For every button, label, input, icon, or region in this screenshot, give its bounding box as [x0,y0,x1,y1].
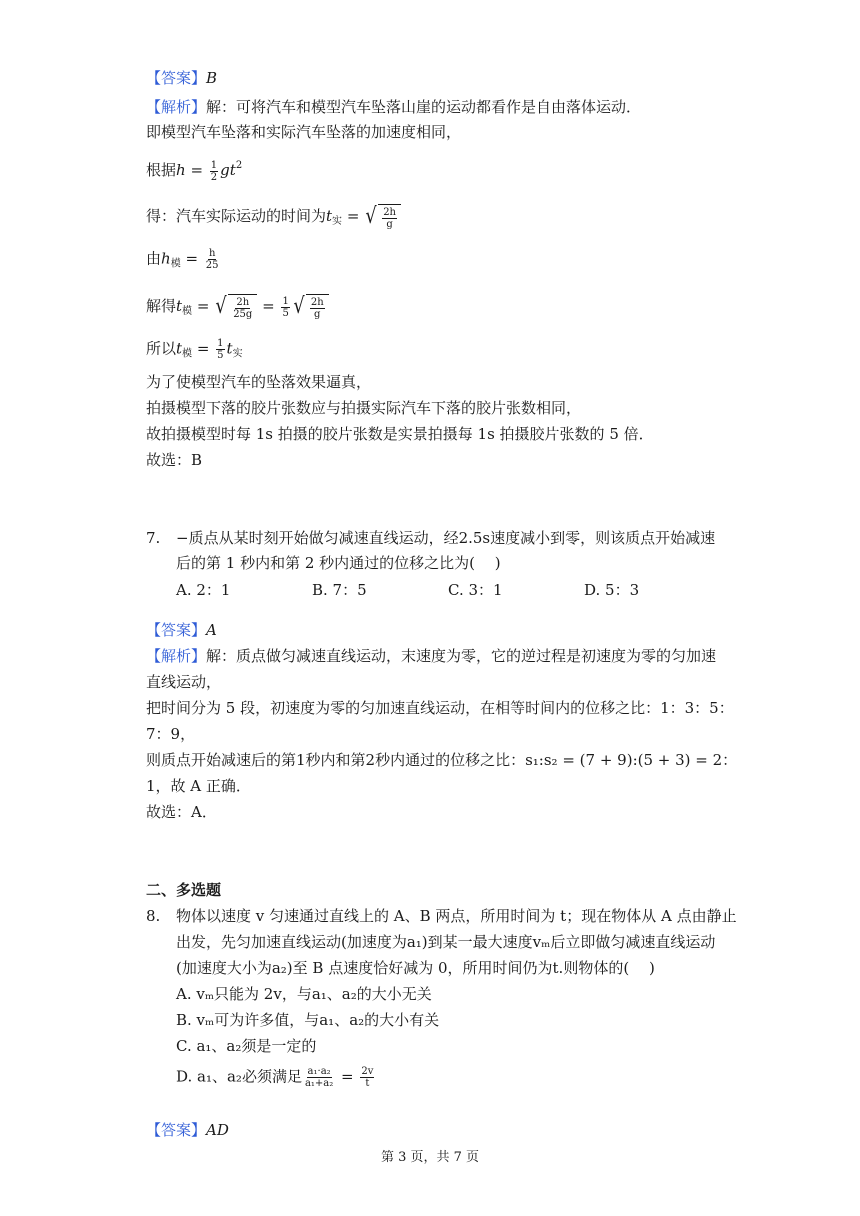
q7-option-b: B. 7：5 [312,581,367,599]
q6-formula-hmodel: 由$h_模$ = $\frac{h}{25}$ [146,248,219,271]
q7-option-c: C. 3：1 [448,581,503,599]
q7-analysis-4: 7：9， [146,725,196,743]
q6-line11: 故选：B [146,451,203,469]
q8-answer: AD [206,1121,229,1139]
q8-option-b: B. vₘ可为许多值，与a₁、a₂的大小有关 [176,1011,440,1029]
q7-analysis-7: 故选：A． [146,803,217,821]
q8-answer-line: 【答案】AD [146,1121,229,1139]
q8-option-c: C. a₁、a₂须是一定的 [176,1037,317,1055]
q6-formula-treal: 得：汽车实际运动的时间为$t_实$ = √ $\frac{2h}{g}$ [146,204,401,232]
q6-line8: 为了使模型汽车的坠落效果逼真， [146,373,372,391]
q7-answer-line: 【答案】A [146,621,217,639]
q7-analysis-6: 1，故 A 正确． [146,777,251,795]
q7-option-a: A. 2：1 [176,581,231,599]
answer-tag: 【答案】 [146,69,207,87]
q7-option-d: D. 5：3 [584,581,640,599]
q6-line2: 即模型汽车坠落和实际汽车坠落的加速度相同， [146,123,462,141]
page-footer: 第 3 页，共 7 页 [380,1150,480,1165]
q7-analysis-5: 则质点开始减速后的第1秒内和第2秒内通过的位移之比：s₁:s₂ = (7 + 9):(5 + 3) = 2： [146,751,738,769]
q8-option-a: A. vₘ只能为 2v，与a₁、a₂的大小无关 [176,985,432,1003]
q8-stem-3: (加速度大小为a₂)至 B 点速度恰好减为 0，所用时间仍为t.则物体的( ) [176,959,655,977]
q6-formula-ratio: 所以$t_模$ = $\frac{1}{5}$ $t_实$ [146,338,243,361]
q6-analysis-intro: 解：可将汽车和模型汽车坠落山崖的运动都看作是自由落体运动． [206,98,642,116]
q8-option-d: D. a₁、a₂必须满足 $\frac{\text{a₁·a₂}}{\text{a₁+a₂}}$ = $\frac{2v}{t}$ [176,1066,374,1089]
q8-stem-1: 物体以速度 v 匀速通过直线上的 A、B 两点，所用时间为 t；现在物体从 A 点由静止 [176,907,737,925]
q7-answer: A [206,621,217,639]
q6-formula-tmodel: 解得$t_模$ = √ $\frac{2h}{25g}$ = $\frac{1}{5}$ √ $\frac{2h}{g}$ [146,294,329,322]
q6-formula-h: 根据h = $\frac{1}{2}$ $gt^2$ [146,159,243,183]
q7-stem-1: −质点从某时刻开始做匀减速直线运动，经2.5s速度减小到零，则该质点开始减速 [176,529,716,547]
q7-stem-2: 后的第 1 秒内和第 2 秒内通过的位移之比为( ) [176,554,501,572]
q6-line10: 故拍摄模型时每 1s 拍摄的胶片张数是实景拍摄每 1s 拍摄胶片张数的 5 倍． [146,425,654,443]
q6-line9: 拍摄模型下落的胶片张数应与拍摄实际汽车下落的胶片张数相同， [146,399,582,417]
q6-answer-line [146,68,217,88]
q7-number: 7. [146,529,161,547]
section-heading: 二、多选题 [146,881,222,899]
q7-analysis-line: 【解析】解：质点做匀减速直线运动，末速度为零，它的逆过程是初速度为零的匀加速 [146,647,717,665]
q7-analysis-2: 直线运动， [146,673,222,691]
q7-analysis-3: 把时间分为 5 段，初速度为零的匀加速直线运动，在相等时间内的位移之比：1：3：5： [146,699,734,717]
q6-answer: B [206,69,218,87]
q8-stem-2: 出发，先匀加速直线运动(加速度为a₁)到某一最大速度vₘ后立即做匀减速直线运动 [176,933,716,951]
q6-analysis-line [146,97,641,117]
q8-number: 8. [146,907,161,925]
analysis-tag: 【解析】 [146,98,207,116]
